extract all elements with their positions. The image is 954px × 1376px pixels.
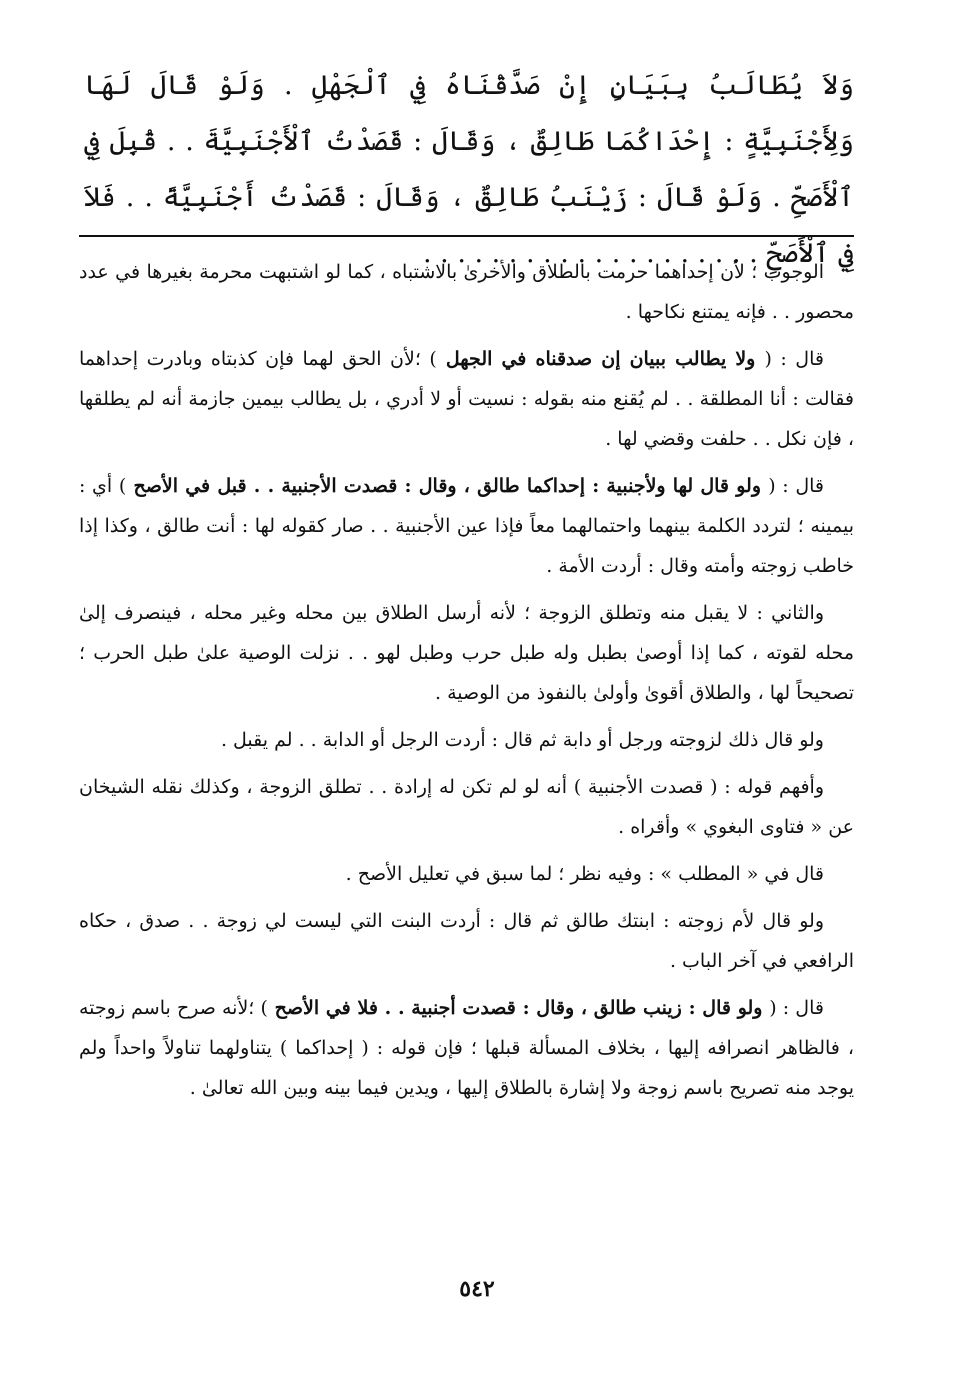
- commentary-paragraph-9: [79, 988, 854, 1108]
- dotted-filler: . . . . . . . . . . . . . . . . . . .: [422, 238, 741, 269]
- quoted-main-text: ولو قال : زينب طالق ، وقال : قصدت أجنبية . . فلا في الأصح: [267, 997, 770, 1019]
- quoted-main-text: ولا يطالب ببيان إن صدقناه في الجهل: [436, 348, 765, 370]
- main-text: وَلاَ يُطَالَبُ بِبَيَانٍ إِنْ صَدَّقْنَاهُ فِي ٱلْجَهْلِ . وَلَوْ قَالَ لَهَا وَلِأَجْنَبِيَّةٍ : إِحْدَاكُمَا طَالِقٌ ، وَقَالَ : قَصَدْتُ ٱلْأَجْنَبِيَّةَ . . قُبِلَ فِي ٱلْأَصَحِّ . وَلَوْ قَالَ : زَيْنَبُ طَالِقٌ ، وَقَالَ : قَصَدْتُ أَجْنَبِيَّةً . . فَلاَ فِي ٱلْأَصَحِّ .: [84, 70, 854, 269]
- commentary-paragraph-3: [79, 466, 854, 586]
- separator-line: [79, 235, 854, 237]
- quote-lead: قال : (: [769, 997, 824, 1019]
- quoted-main-text: ولو قال لها ولأجنبية : إحداكما طالق ، وقال : قصدت الأجنبية . . قبل في الأصح: [126, 475, 769, 497]
- commentary-paragraph-2: [79, 339, 854, 459]
- commentary-paragraph-5: ولو قال ذلك لزوجته ورجل أو دابة ثم قال : أردت الرجل أو الدابة . . لم يقبل .: [220, 729, 824, 751]
- commentary-text: ) ؛لأنه صرح باسم زوجته ، فالظاهر انصرافه إليها ، بخلاف المسألة قبلها ؛ فإن قوله : ( إحداكما ) يتناولهما تناولاً واحداً ولم يوجد منه تصريح باسم زوجة ولا إشارة بالطلاق إليها ، ويدين فيما بينه وبين الله تعالىٰ .: [79, 997, 854, 1099]
- quote-lead: قال : (: [768, 475, 825, 497]
- main-text-block: [84, 58, 854, 282]
- commentary-text: ) أي : بيمينه ؛ لتردد الكلمة بينهما واحتمالهما معاً فإذا عين الأجنبية . . صار كقوله لها : أنت طالق ، وكذا إذا خاطب زوجته وأمته وقال : أردت الأمة .: [79, 475, 854, 577]
- quote-lead: قال : (: [764, 348, 824, 370]
- commentary-paragraph-8: ولو قال لأم زوجته : ابنتك طالق ثم قال : أردت البنت التي ليست لي زوجة . . صدق ، حكاه الرافعي في آخر الباب .: [79, 910, 854, 972]
- commentary-block: [79, 252, 854, 1115]
- commentary-text: ) ؛لأن الحق لهما فإن كذبتاه وبادرت إحداهما فقالت : أنا المطلقة . . لم يُقنع منه بقوله : نسيت أو لا أدري ، بل يطالب بيمين جازمة أنه لم يطلقها ، فإن نكل . . حلفت وقضي لها .: [79, 348, 854, 450]
- commentary-paragraph-7: قال في « المطلب » : وفيه نظر ؛ لما سبق في تعليل الأصح .: [345, 863, 824, 885]
- commentary-paragraph-6: وأفهم قوله : ( قصدت الأجنبية ) أنه لو لم تكن له إرادة . . تطلق الزوجة ، وكذلك نقله الشيخان عن « فتاوى البغوي » وأقراه .: [79, 776, 854, 838]
- commentary-paragraph-4: والثاني : لا يقبل منه وتطلق الزوجة ؛ لأنه أرسل الطلاق بين محله وغير محله ، فينصرف إلىٰ محله لقوته ، كما إذا أوصىٰ بطبل وله طبل حرب وطبل لهو . . نزلت الوصية علىٰ طبل الحرب ؛ تصحيحاً لها ، والطلاق أقوىٰ وأولىٰ بالنفوذ من الوصية .: [79, 602, 854, 704]
- commentary-paragraph-1: الوجوب ؛ لأن إحداهما حرمت بالطلاق والأخرىٰ بالاشتباه ، كما لو اشتبهت محرمة بغيرها في عدد محصور . . فإنه يمتنع نكاحها .: [79, 261, 854, 323]
- page-number: ٥٤٢: [459, 1276, 495, 1302]
